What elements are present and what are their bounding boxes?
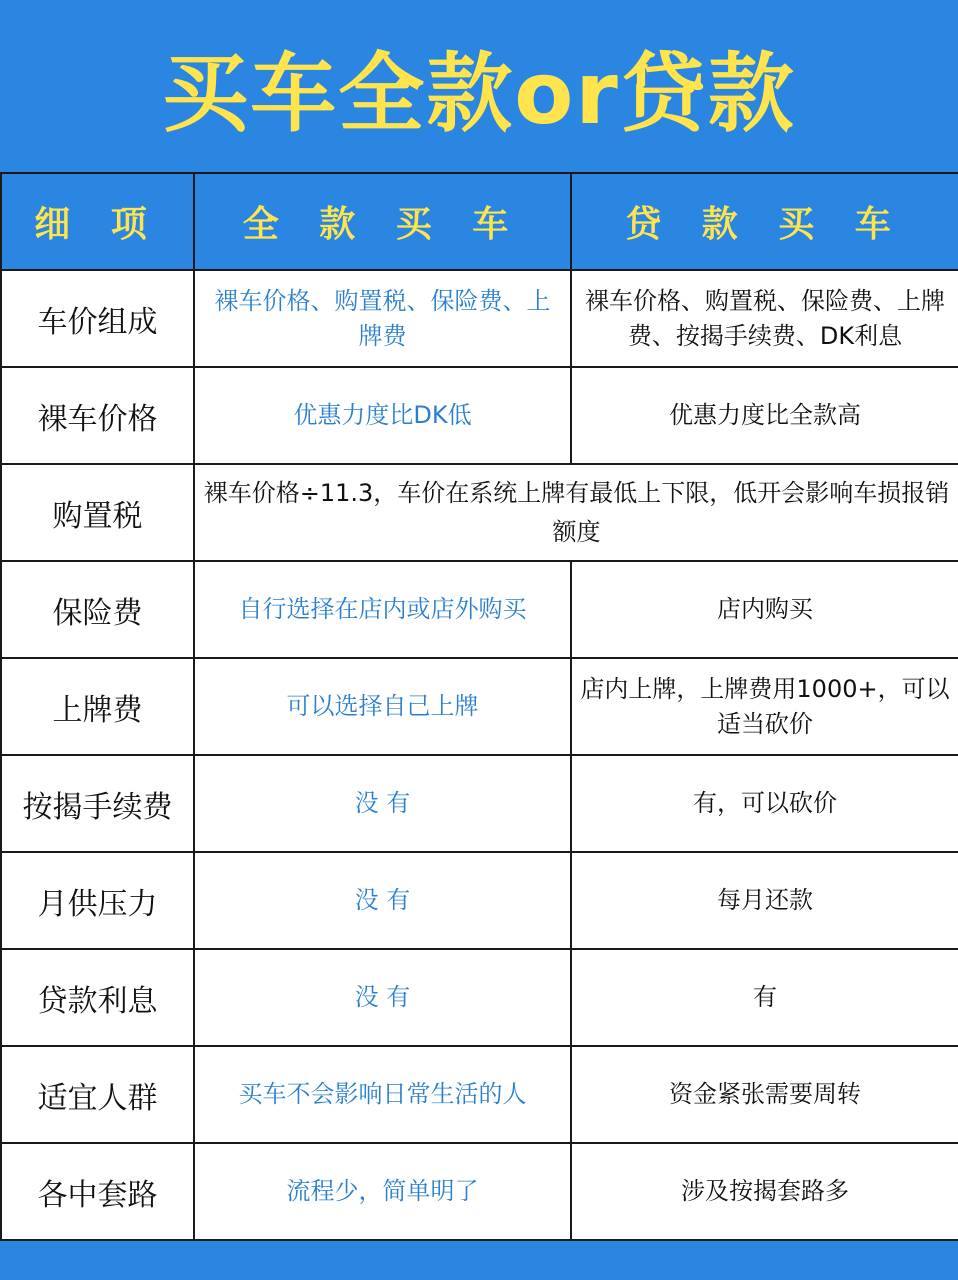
row-item: 适宜人群 [1,1046,194,1143]
row-full-payment: 裸车价格、购置税、保险费、上牌费 [194,270,571,367]
table-row [1,270,958,367]
table-row [1,658,958,755]
bottom-band [0,1246,958,1280]
row-loan: 有，可以砍价 [571,755,958,852]
row-item: 保险费 [1,561,194,658]
row-item: 各中套路 [1,1143,194,1240]
row-full-payment: 没 有 [194,949,571,1046]
table-row [1,949,958,1046]
table-row [1,755,958,852]
page-title: 买车全款or贷款 [162,44,796,144]
row-loan: 店内上牌，上牌费用1000+，可以适当砍价 [571,658,958,755]
table-row [1,1046,958,1143]
row-full-payment: 可以选择自己上牌 [194,658,571,755]
row-merged-value: 裸车价格÷11.3，车价在系统上牌有最低上下限，低开会影响车损报销额度 [194,464,958,561]
row-loan: 店内购买 [571,561,958,658]
row-item: 裸车价格 [1,367,194,464]
row-loan: 涉及按揭套路多 [571,1143,958,1240]
header-loan: 贷 款 买 车 [571,173,958,270]
row-item: 车价组成 [1,270,194,367]
header-full-payment: 全 款 买 车 [194,173,571,270]
table-row [1,1143,958,1240]
row-item: 购置税 [1,464,194,561]
row-item: 按揭手续费 [1,755,194,852]
row-full-payment: 优惠力度比DK低 [194,367,571,464]
row-loan: 有 [571,949,958,1046]
row-loan: 每月还款 [571,852,958,949]
row-full-payment: 买车不会影响日常生活的人 [194,1046,571,1143]
table-row [1,367,958,464]
row-full-payment: 没 有 [194,852,571,949]
row-loan: 资金紧张需要周转 [571,1046,958,1143]
row-full-payment: 自行选择在店内或店外购买 [194,561,571,658]
table-row [1,464,958,561]
header-item: 细 项 [1,173,194,270]
comparison-table [0,172,958,1241]
row-full-payment: 没 有 [194,755,571,852]
table-row [1,852,958,949]
row-loan: 裸车价格、购置税、保险费、上牌费、按揭手续费、DK利息 [571,270,958,367]
row-item: 贷款利息 [1,949,194,1046]
row-item: 月供压力 [1,852,194,949]
row-full-payment: 流程少，简单明了 [194,1143,571,1240]
row-item: 上牌费 [1,658,194,755]
row-loan: 优惠力度比全款高 [571,367,958,464]
table-row [1,561,958,658]
table-header-row [1,173,958,270]
